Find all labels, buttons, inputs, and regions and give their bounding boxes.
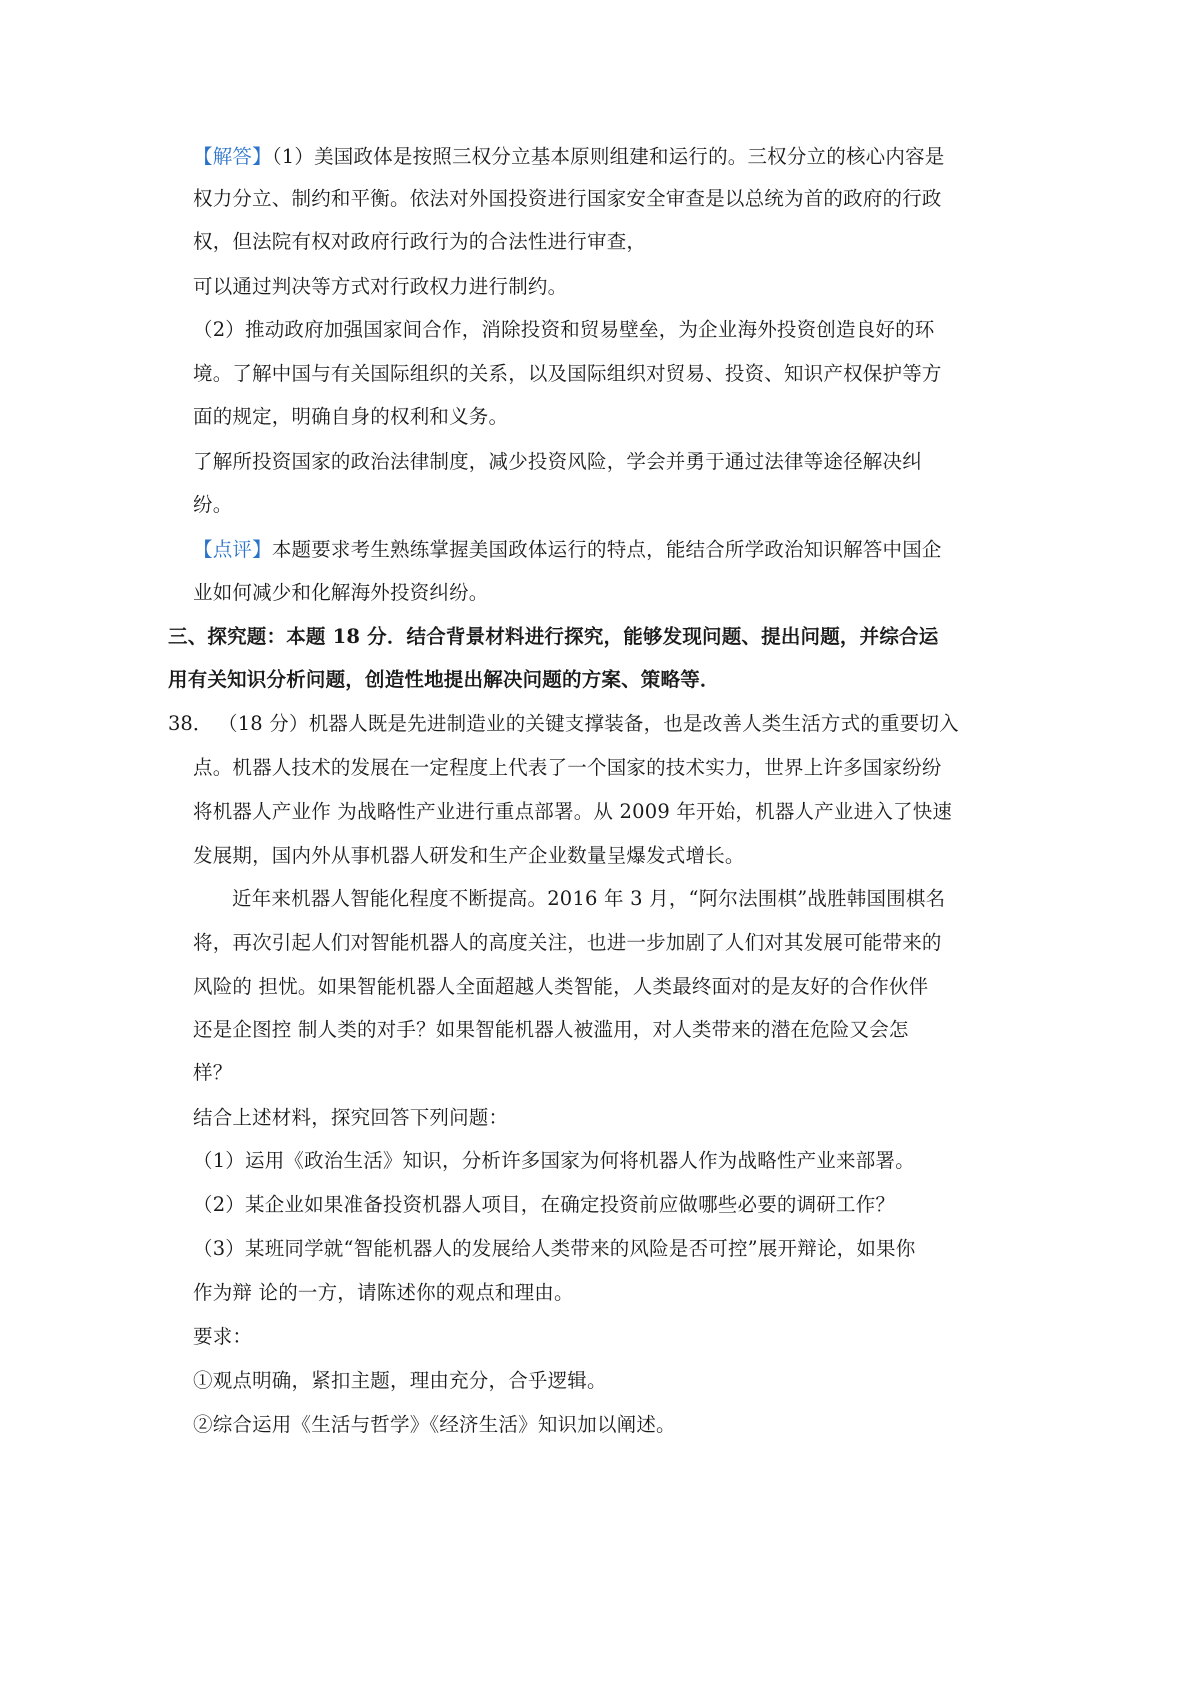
question-line-9: 样？ (193, 1061, 233, 1084)
answer-line-2: 权力分立、制约和平衡。依法对外国投资进行国家安全审查是以总统为首的政府的行政 (193, 187, 942, 210)
comment-line-1 (193, 535, 942, 565)
comment-line-2: 业如何减少和化解海外投资纠纷。 (193, 581, 489, 604)
answer-tag: 【解答】 (193, 145, 272, 168)
requirements-label: 要求： (193, 1325, 253, 1348)
answer-line-3: 权，但法院有权对政府行政行为的合法性进行审查， (193, 230, 647, 253)
comment-text: 本题要求考生熟练掌握美国政体运行的特点，能结合所学政治知识解答中国企 (271, 538, 942, 561)
question-line-3: 将机器人产业作 为战略性产业进行重点部署。从 2009 年开始，机器人产业进入了快速 (193, 800, 953, 823)
subquestion-2: （2）某企业如果准备投资机器人项目，在确定投资前应做哪些必要的调研工作？ (193, 1193, 896, 1216)
answer-line-1 (193, 142, 944, 172)
answer-line-7: 面的规定，明确自身的权利和义务。 (193, 405, 509, 428)
subquestion-1: （1）运用《政治生活》知识，分析许多国家为何将机器人作为战略性产业来部署。 (193, 1149, 915, 1172)
section-heading-line-2: 用有关知识分析问题，创造性地提出解决问题的方案、策略等． (168, 668, 720, 691)
question-line-1: （18 分）机器人既是先进制造业的关键支撑装备，也是改善人类生活方式的重要切入 (218, 712, 959, 735)
answer-line-6: 境。了解中国与有关国际组织的关系，以及国际组织对贸易、投资、知识产权保护等方 (193, 362, 942, 385)
answer-text: （1）美国政体是按照三权分立基本原则组建和运行的。三权分立的核心内容是 (271, 145, 945, 168)
answer-line-8: 了解所投资国家的政治法律制度，减少投资风险，学会并勇于通过法律等途径解决纠 (193, 450, 922, 473)
answer-line-4: 可以通过判决等方式对行政权力进行制约。 (193, 275, 568, 298)
subquestion-3-line-2: 作为辩 论的一方，请陈述你的观点和理由。 (193, 1281, 574, 1304)
requirement-1: ①观点明确，紧扣主题，理由充分，合乎逻辑。 (193, 1369, 607, 1392)
question-line-5: 近年来机器人智能化程度不断提高。2016 年 3 月，“阿尔法围棋”战胜韩国围棋名 (232, 887, 946, 910)
question-line-4: 发展期，国内外从事机器人研发和生产企业数量呈爆发式增长。 (193, 844, 745, 867)
question-line-10: 结合上述材料，探究回答下列问题： (193, 1106, 509, 1129)
question-line-2: 点。机器人技术的发展在一定程度上代表了一个国家的技术实力，世界上许多国家纷纷 (193, 756, 942, 779)
answer-line-9: 纷。 (193, 493, 233, 516)
answer-line-5: （2）推动政府加强国家间合作，消除投资和贸易壁垒，为企业海外投资创造良好的环 (193, 318, 935, 341)
question-line-7: 风险的 担忧。如果智能机器人全面超越人类智能，人类最终面对的是友好的合作伙伴 (193, 975, 929, 998)
question-line-8: 还是企图控 制人类的对手？如果智能机器人被滥用，对人类带来的潜在危险又会怎 (193, 1018, 909, 1041)
requirement-2: ②综合运用《生活与哲学》《经济生活》知识加以阐述。 (193, 1413, 676, 1436)
comment-tag: 【点评】 (193, 538, 272, 561)
question-line-6: 将，再次引起人们对智能机器人的高度关注，也进一步加剧了人们对其发展可能带来的 (193, 931, 942, 954)
question-number: 38． (168, 712, 213, 735)
section-heading-line-1: 三、探究题：本题 18 分．结合背景材料进行探究，能够发现问题、提出问题，并综合运 (168, 625, 939, 648)
subquestion-3-line-1: （3）某班同学就“智能机器人的发展给人类带来的风险是否可控”展开辩论，如果你 (193, 1237, 916, 1260)
